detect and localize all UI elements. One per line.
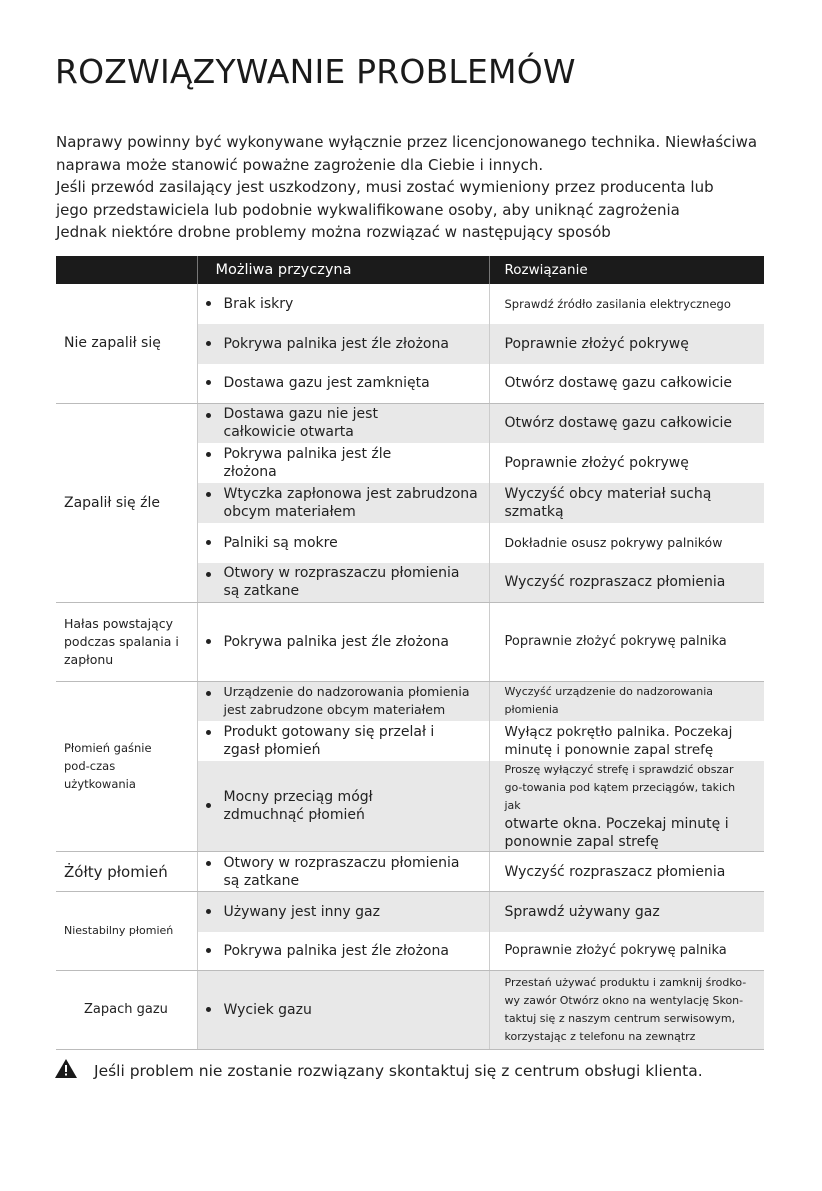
cause-text: Pokrywa palnika jest źle złożona [223,446,392,480]
solution-cell: Dokładnie osusz pokrywy palników [489,523,764,563]
header-problem [56,256,197,284]
table-row [56,602,764,681]
cause-cell: Pokrywa palnika jest źle złożona [197,602,489,681]
page-title: ROZWIĄZYWANIE PROBLEMÓW [55,52,576,91]
warning-icon [54,1058,78,1083]
table-row [56,852,764,892]
cause-cell: Brak iskry [197,284,489,324]
solution-cell: Wyczyść rozpraszacz płomienia [489,852,764,892]
footer-text: Jeśli problem nie zostanie rozwiązany skontaktuj się z centrum obsługi klienta. [94,1061,703,1080]
solution-text: Wyczyść obcy materiał suchą szmatką [504,486,712,520]
problem-cell: Zapach gazu [56,971,197,1050]
solution-text: Proszę wyłączyć strefę i sprawdzić obszar go-towania pod kątem przeciągów, takich jak [504,763,736,812]
solution-cell: Poprawnie złożyć pokrywę palnika [489,932,764,971]
table-row [56,892,764,932]
problem-cell: Nie zapalił się [56,284,197,403]
intro-line: jego przedstawiciela lub podobnie wykwalifikowane osoby, aby uniknąć zagrożenia [56,200,680,219]
solution-cell [489,483,764,523]
solution-cell [489,971,764,1050]
cause-cell: Wtyczka zapłonowa jest zabrudzona obcym materiałem [197,483,489,523]
problem-cell: Niestabilny płomień [56,892,197,971]
table-header [56,256,764,284]
intro-line: Jeśli przewód zasilający jest uszkodzony, musi zostać wymieniony przez producenta lub [56,178,714,196]
solution-cell: Sprawdź źródło zasilania elektrycznego [489,284,764,324]
table-row [56,403,764,443]
cause-text: Produkt gotowany się przelał i zgasł płomień [223,724,435,758]
cause-cell: Urządzenie do nadzorowania płomienia jest zabrudzone obcym materiałem [197,681,489,721]
cause-text: Dostawa gazu nie jest całkowicie otwarta [223,406,378,441]
intro-line: naprawa może stanowić poważne zagrożenie dla Ciebie i innych. [56,155,544,174]
header-cause: Możliwa przyczyna [197,256,489,284]
solution-cell: Wyczyść rozpraszacz płomienia [489,563,764,602]
cause-cell [197,403,489,443]
intro-text [56,131,776,244]
solution-cell: Poprawnie złożyć pokrywę [489,443,764,483]
cause-cell [197,443,489,483]
cause-cell [197,563,489,602]
cause-text: Otwory w rozpraszaczu płomienia są zatkane [223,565,460,600]
header-solution: Rozwiązanie [489,256,764,284]
solution-cell: Poprawnie złożyć pokrywę palnika [489,602,764,681]
footer-note [54,1058,703,1083]
problem-cell: Żółty płomień [56,852,197,892]
cause-cell: Pokrywa palnika jest źle złożona [197,324,489,364]
cause-cell [197,852,489,892]
cause-text: Mocny przeciąg mógł zdmuchnąć płomień [223,789,373,823]
solution-cell: Otwórz dostawę gazu całkowicie [489,403,764,443]
troubleshooting-table [56,256,764,1050]
solution-cell: Wyłącz pokrętło palnika. Poczekaj minutę i ponownie zapal strefę [489,721,764,761]
solution-cell: Otwórz dostawę gazu całkowicie [489,364,764,403]
problem-cell: Hałas powstający podczas spalania i zapłonu [56,602,197,681]
cause-text: Otwory w rozpraszaczu płomienia są zatkane [223,854,460,889]
problem-text: Płomień gaśnie pod-czas użytkowania [64,741,152,792]
intro-line: Jednak niektóre drobne problemy można rozwiązać w następujący sposób [56,223,611,241]
intro-line: Naprawy powinny być wykonywane wyłącznie przez licencjonowanego technika. Niewłaściwa [56,133,758,151]
table-row [56,971,764,1050]
cause-cell: Używany jest inny gaz [197,892,489,932]
cause-cell: Dostawa gazu jest zamknięta [197,364,489,403]
cause-cell [197,721,489,761]
solution-cell [489,761,764,852]
cause-cell: Pokrywa palnika jest źle złożona [197,932,489,971]
solution-cell: Poprawnie złożyć pokrywę [489,324,764,364]
problem-cell: Zapalił się źle [56,403,197,602]
table-row [56,284,764,324]
table-row [56,681,764,721]
cause-cell: Wyciek gazu [197,971,489,1050]
solution-text: otwarte okna. Poczekaj minutę i ponownie zapal strefę [504,816,729,850]
solution-cell: Sprawdź używany gaz [489,892,764,932]
solution-cell: Wyczyść urządzenie do nadzorowania płomienia [489,681,764,721]
cause-cell: Palniki są mokre [197,523,489,563]
solution-text: Przestań używać produktu i zamknij środko-wy zawór Otwórz okno na wentylację Skon-taktuj się z naszym centrum serwisowym, korzystając z telefonu na zewnątrz [504,976,747,1043]
problem-cell [56,681,197,852]
cause-cell [197,761,489,852]
